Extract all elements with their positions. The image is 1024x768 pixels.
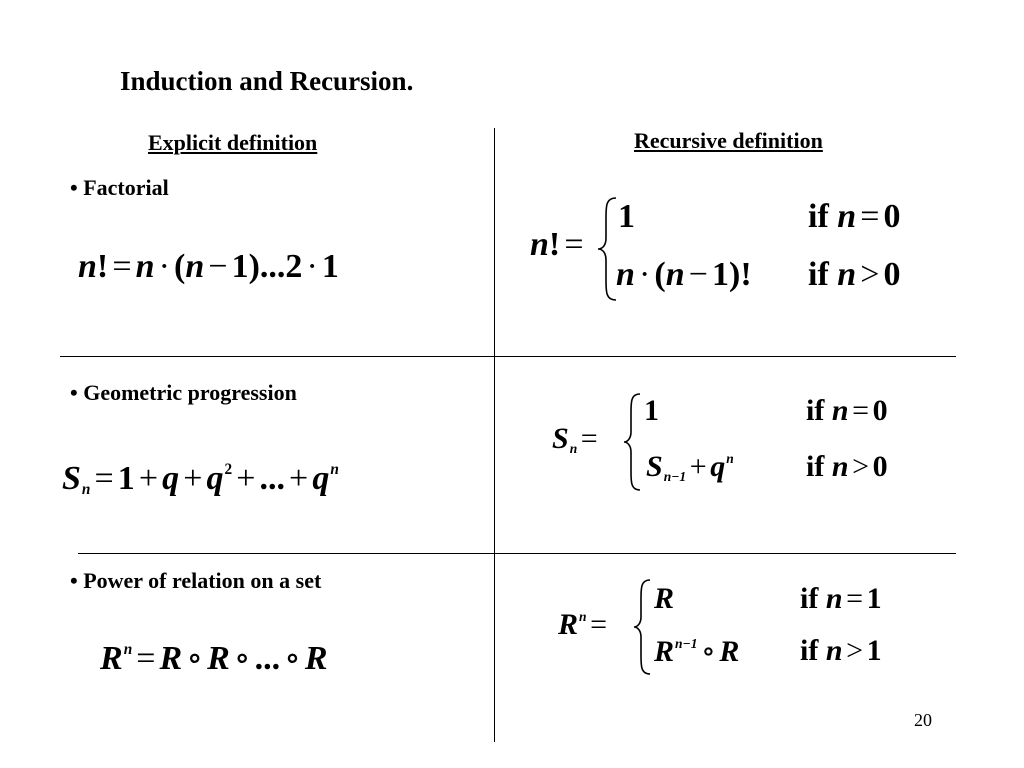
- math-plus: +: [138, 460, 159, 497]
- row-divider-2: [78, 553, 956, 554]
- math-factorial: !: [96, 248, 109, 285]
- geometric-progression-bullet: • Geometric progression: [70, 380, 297, 405]
- math-plus: +: [183, 460, 203, 497]
- geometric-recursive-lhs: [552, 422, 601, 457]
- math-var: n: [825, 582, 843, 615]
- math-var: n: [665, 256, 685, 293]
- left-brace-icon: [596, 196, 618, 302]
- power-case1-condition: [800, 582, 882, 616]
- power-case2-condition: [800, 634, 882, 668]
- math-equals: =: [564, 226, 584, 263]
- math-var: R: [558, 608, 579, 641]
- math-dot: ·: [306, 248, 318, 285]
- math-if: if: [808, 198, 829, 235]
- math-var: n: [530, 226, 549, 263]
- math-var: n: [837, 198, 857, 235]
- math-var: n: [831, 394, 849, 427]
- geometric-case1-condition: [806, 394, 888, 428]
- math-var: n: [837, 256, 857, 293]
- math-var: R: [304, 640, 328, 677]
- math-minus: −: [208, 248, 228, 285]
- math-var: n: [831, 450, 849, 483]
- math-var: n: [135, 248, 155, 285]
- math-superscript: 2: [224, 461, 233, 479]
- math-var: R: [207, 640, 230, 677]
- math-var: R: [100, 640, 123, 677]
- math-var: R: [654, 635, 675, 668]
- math-var: q: [710, 450, 726, 483]
- factorial-bullet: • Factorial: [70, 175, 169, 200]
- math-var: R: [719, 635, 740, 668]
- math-tail: 1)...2: [231, 248, 303, 285]
- math-subscript: n−1: [663, 468, 687, 484]
- math-zero: 0: [872, 450, 888, 483]
- math-tail: 1)!: [712, 256, 752, 293]
- math-zero: 0: [883, 198, 901, 235]
- factorial-case1-value: 1: [618, 198, 635, 235]
- geometric-case1-value: 1: [644, 394, 659, 427]
- left-brace-icon: [622, 392, 642, 492]
- left-brace-icon: [632, 578, 652, 676]
- math-if: if: [800, 634, 819, 667]
- math-equals: =: [860, 198, 880, 235]
- math-if: if: [806, 450, 825, 483]
- math-var: q: [312, 460, 330, 497]
- math-one: 1: [866, 634, 882, 667]
- math-var: n: [185, 248, 205, 285]
- math-var: R: [159, 640, 183, 677]
- math-var: S: [646, 450, 663, 483]
- math-var: q: [206, 460, 224, 497]
- math-equals: =: [94, 460, 114, 497]
- math-subscript: n: [569, 440, 578, 456]
- math-plus: +: [689, 450, 707, 483]
- column-divider: [494, 128, 495, 742]
- math-ellipsis: ...: [254, 640, 281, 677]
- math-var: S: [62, 460, 81, 497]
- math-compose: ∘: [284, 640, 301, 677]
- math-minus: −: [688, 256, 708, 293]
- math-var: S: [552, 422, 569, 455]
- math-var: n: [616, 256, 635, 293]
- geometric-case2-value: [646, 450, 734, 485]
- math-if: if: [808, 256, 829, 293]
- math-zero: 0: [872, 394, 888, 427]
- math-greater: >: [860, 256, 880, 293]
- math-paren: (: [174, 248, 186, 285]
- math-equals: =: [580, 422, 598, 455]
- math-subscript: n: [81, 481, 91, 499]
- factorial-case2-condition: [808, 256, 901, 294]
- power-explicit-formula: [100, 638, 328, 678]
- math-greater: >: [846, 634, 864, 667]
- math-one: 1: [117, 460, 135, 497]
- geometric-explicit-formula: [62, 460, 339, 499]
- math-zero: 0: [883, 256, 901, 293]
- math-compose: ∘: [233, 640, 251, 677]
- factorial-explicit-formula: [78, 248, 339, 286]
- math-plus: +: [289, 460, 309, 497]
- math-compose: ∘: [186, 640, 203, 677]
- math-paren: (: [654, 256, 666, 293]
- recursive-definition-heading: Recursive definition: [634, 128, 823, 153]
- math-if: if: [806, 394, 825, 427]
- math-equals: =: [112, 248, 132, 285]
- math-if: if: [800, 582, 819, 615]
- power-case2-value: [654, 634, 739, 669]
- row-divider-1: [60, 356, 956, 357]
- math-var: q: [162, 460, 180, 497]
- math-ellipsis: ...: [259, 460, 285, 497]
- math-equals: =: [852, 394, 870, 427]
- math-equals: =: [590, 608, 608, 641]
- slide-title: Induction and Recursion.: [120, 66, 414, 96]
- geometric-case2-condition: [806, 450, 888, 484]
- math-compose: ∘: [701, 635, 716, 668]
- math-plus: +: [236, 460, 256, 497]
- math-superscript: n−1: [675, 636, 698, 652]
- math-superscript: n: [330, 461, 339, 479]
- explicit-definition-heading: Explicit definition: [148, 130, 318, 155]
- power-recursive-lhs: [558, 608, 611, 642]
- math-dot: ·: [639, 256, 651, 293]
- power-of-relation-bullet: • Power of relation on a set: [70, 568, 322, 593]
- math-greater: >: [852, 450, 870, 483]
- factorial-recursive-lhs: [530, 226, 588, 264]
- math-one: 1: [866, 582, 882, 615]
- math-var: n: [825, 634, 843, 667]
- page-number: 20: [914, 710, 932, 730]
- math-superscript: n: [579, 609, 587, 625]
- math-equals: =: [136, 640, 156, 677]
- factorial-case1-condition: [808, 198, 901, 236]
- power-case1-value: R: [654, 582, 675, 615]
- math-dot: ·: [158, 248, 170, 285]
- factorial-case2-value: [616, 256, 752, 294]
- math-superscript: n: [726, 451, 734, 467]
- math-one: 1: [321, 248, 339, 285]
- math-equals: =: [846, 582, 864, 615]
- math-var: n: [78, 248, 97, 285]
- math-factorial: !: [548, 226, 561, 263]
- math-superscript: n: [123, 641, 133, 659]
